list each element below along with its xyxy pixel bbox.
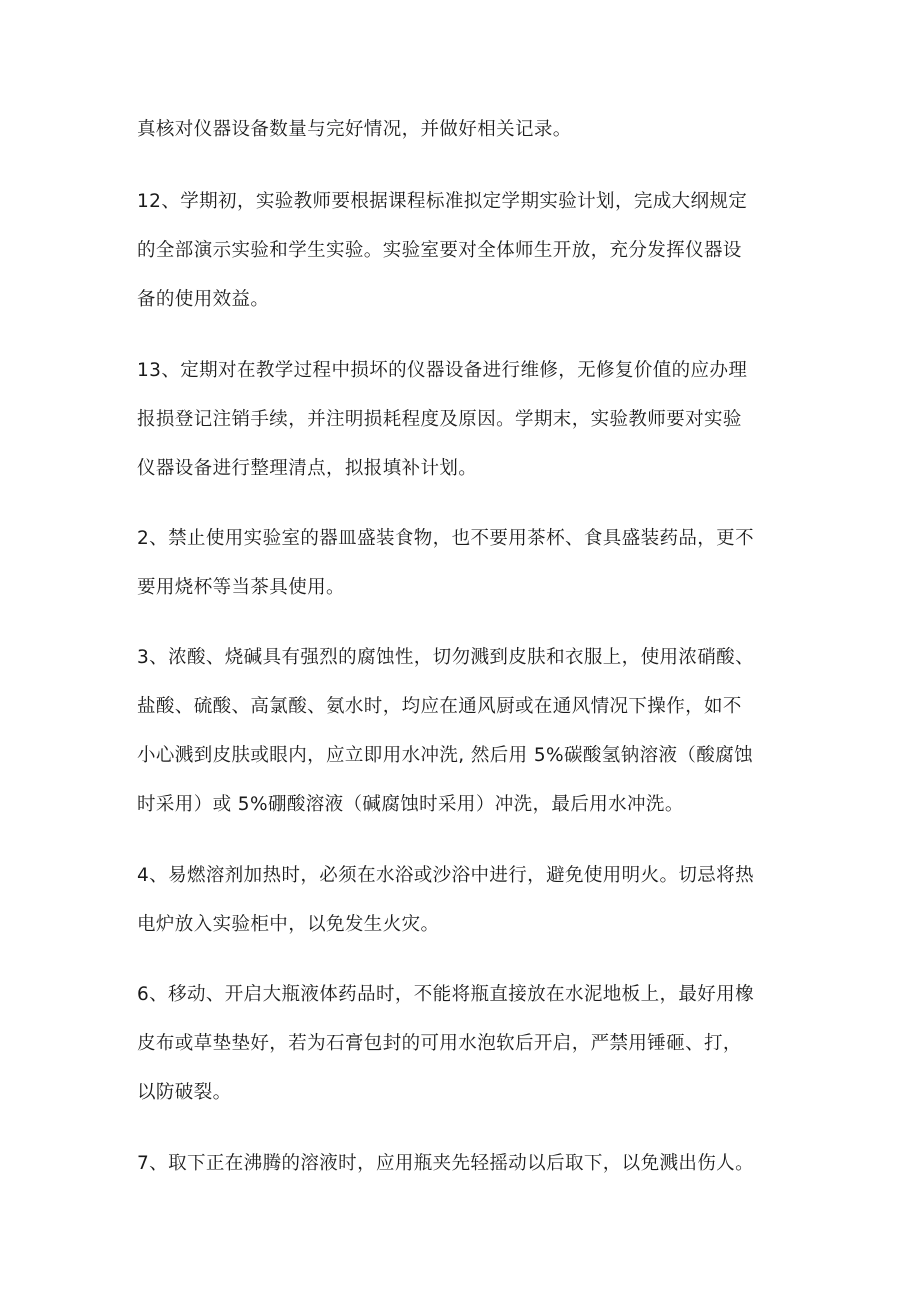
paragraph-line: 4、易燃溶剂加热时，必须在水浴或沙浴中进行，避免使用明火。切忌将热 (137, 865, 754, 886)
paragraph-line: 7、取下正在沸腾的溶液时，应用瓶夹先轻摇动以后取下，以免溅出伤人。 (137, 1153, 754, 1174)
paragraph-line: 的全部演示实验和学生实验。实验室要对全体师生开放，充分发挥仪器设 (137, 240, 742, 261)
paragraph-line: 仪器设备进行整理清点，拟报填补计划。 (137, 458, 478, 479)
paragraph-line: 2、禁止使用实验室的器皿盛装食物，也不要用茶杯、食具盛装药品，更不 (137, 528, 754, 549)
paragraph-line: 电炉放入实验柜中，以免发生火灾。 (137, 914, 440, 935)
paragraph-line: 要用烧杯等当茶具使用。 (137, 577, 345, 598)
paragraph-line: 时采用）或 5%硼酸溶液（碱腐蚀时采用）冲洗，最后用水冲洗。 (137, 794, 684, 815)
paragraph-line: 12、学期初，实验教师要根据课程标准拟定学期实验计划，完成大纲规定 (137, 191, 748, 212)
paragraph-line: 13、定期对在教学过程中损坏的仪器设备进行维修，无修复价值的应办理 (137, 360, 748, 381)
paragraph-line: 小心溅到皮肤或眼内，应立即用水冲洗, 然后用 5%碳酸氢钠溶液（酸腐蚀 (137, 745, 753, 766)
paragraph-line: 报损登记注销手续，并注明损耗程度及原因。学期末，实验教师要对实验 (137, 409, 742, 430)
paragraph-line: 皮布或草垫垫好，若为石膏包封的可用水泡软后开启，严禁用锤砸、打， (137, 1033, 742, 1054)
paragraph-line: 真核对仪器设备数量与完好情况，并做好相关记录。 (137, 119, 572, 140)
paragraph-line: 盐酸、硫酸、高氯酸、氨水时，均应在通风厨或在通风情况下操作，如不 (137, 696, 742, 717)
paragraph-line: 备的使用效益。 (137, 289, 270, 310)
paragraph-line: 以防破裂。 (137, 1082, 232, 1103)
paragraph-line: 6、移动、开启大瓶液体药品时，不能将瓶直接放在水泥地板上，最好用橡 (137, 984, 754, 1005)
paragraph-line: 3、浓酸、烧碱具有强烈的腐蚀性，切勿溅到皮肤和衣服上，使用浓硝酸、 (137, 647, 754, 668)
